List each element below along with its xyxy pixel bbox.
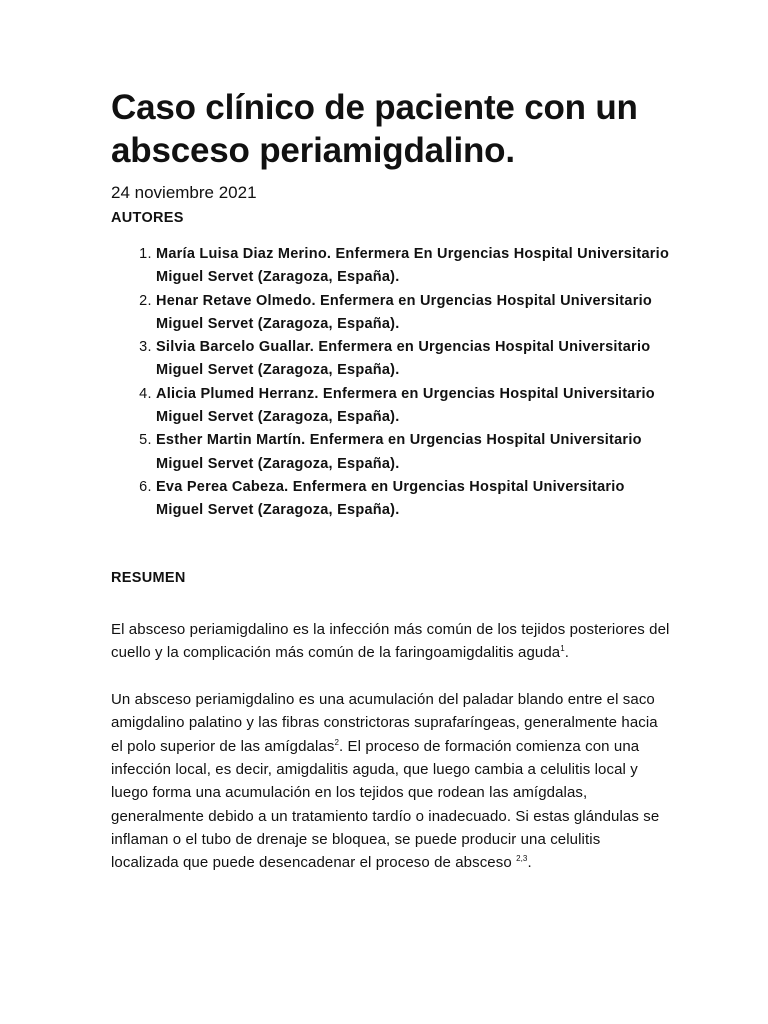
paragraph-text: Un absceso periamigdalino es una acumulación del paladar blando entre el saco amigdalino palatino y las fibras constrictoras suprafaríngeas, generalmente hacia el polo superior de las amígdalas	[111, 691, 658, 755]
authors-heading: AUTORES	[111, 210, 184, 226]
author-item: 6. Eva Perea Cabeza. Enfermera en Urgencias Hospital Universitario Miguel Servet (Zaragoza, España).	[156, 476, 671, 523]
document-page	[111, 86, 671, 875]
authors-list	[111, 243, 671, 523]
paragraph-text: El absceso periamigdalino es la infección más común de los tejidos posteriores del cuello y la complicación más común de la faringoamigdalitis aguda	[111, 620, 670, 661]
author-item: 5. Esther Martin Martín. Enfermera en Urgencias Hospital Universitario Miguel Servet (Zaragoza, España).	[156, 429, 671, 476]
abstract-paragraph-2	[111, 688, 671, 874]
citation-ref: 1	[560, 643, 565, 653]
article-date: 24 noviembre 2021	[111, 183, 257, 202]
author-item: 2. Henar Retave Olmedo. Enfermera en Urgencias Hospital Universitario Miguel Servet (Zaragoza, España).	[156, 290, 671, 337]
paragraph-text: El proceso de formación comienza con una infección local, es decir, amigdalitis aguda, que luego cambia a celulitis local y luego forma una acumulación en los tejidos que rodean las amígdalas, generalmente debido a un tratamiento tardío o inadecuado. Si estas glándulas se inflaman o el tubo de drenaje se bloquea, se puede producir una celulitis localizada que puede desencadenar el proceso de absceso	[111, 737, 660, 872]
citation-ref: 2	[334, 737, 339, 747]
abstract-paragraph-1	[111, 618, 671, 665]
paragraph-end: .	[527, 854, 532, 872]
article-title: Caso clínico de paciente con un absceso periamigdalino.	[111, 88, 638, 170]
paragraph-end: .	[564, 643, 570, 661]
author-item: 3. Silvia Barcelo Guallar. Enfermera en Urgencias Hospital Universitario Miguel Servet (Zaragoza, España).	[156, 336, 671, 383]
citation-ref: 2,3	[516, 854, 528, 864]
paragraph-end: .	[339, 737, 344, 755]
author-item: 1. María Luisa Diaz Merino. Enfermera En Urgencias Hospital Universitario Miguel Servet (Zaragoza, España).	[156, 243, 671, 290]
resumen-heading: RESUMEN	[111, 569, 186, 586]
author-item: 4. Alicia Plumed Herranz. Enfermera en Urgencias Hospital Universitario Miguel Servet (Zaragoza, España).	[156, 383, 671, 430]
